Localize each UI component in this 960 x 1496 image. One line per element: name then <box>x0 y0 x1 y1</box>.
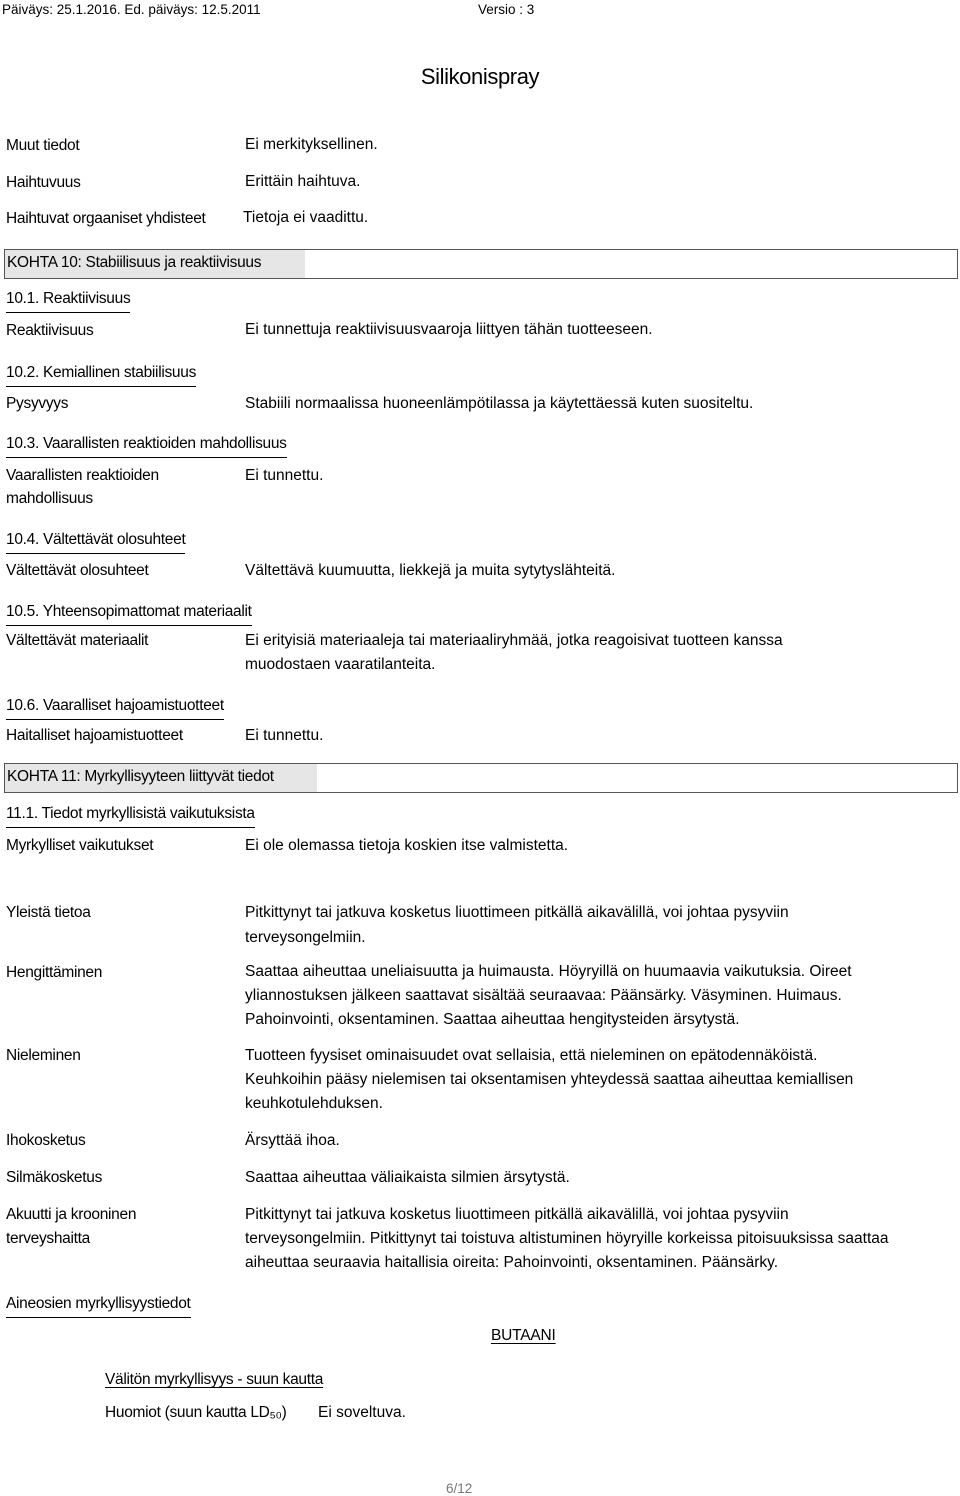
value-vaarallisten: Ei tunnettu. <box>245 467 324 484</box>
label-akuutti-1: Akuutti ja krooninen <box>6 1206 137 1223</box>
label-yleista: Yleistä tietoa <box>6 904 91 921</box>
value-nieleminen-1: Tuotteen fyysiset ominaisuudet ovat sellaisia, että nieleminen on epätodennäköistä. <box>245 1047 818 1064</box>
subheading-oral-toxicity: Välitön myrkyllisyys - suun kautta <box>105 1371 324 1388</box>
label-vaarallisten-1: Vaarallisten reaktioiden <box>6 467 159 484</box>
value-hengittaminen-2: yliannostuksen jälkeen saattavat sisältää seuraavaa: Päänsärky. Väsyminen. Huimaus. <box>245 987 842 1004</box>
value-ihokosketus: Ärsyttää ihoa. <box>245 1132 340 1149</box>
section-11-header <box>4 763 958 793</box>
label-vaarallisten-2: mahdollisuus <box>6 490 93 507</box>
value-nieleminen-2: Keuhkoihin pääsy nielemisen tai oksentamisen yhteydessä saattaa aiheuttaa kemiallisen <box>245 1071 854 1088</box>
prop-label-voc: Haihtuvat orgaaniset yhdisteet <box>6 210 206 227</box>
component-name: BUTAANI <box>491 1327 556 1344</box>
value-silmakosketus: Saattaa aiheuttaa väliaikaista silmien ärsytystä. <box>245 1169 570 1186</box>
prop-label-haihtuvuus: Haihtuvuus <box>6 174 81 191</box>
subheading-10-2: 10.2. Kemiallinen stabiilisuus <box>6 364 196 387</box>
subheading-10-5: 10.5. Yhteensopimattomat materiaalit <box>6 603 252 626</box>
value-hajoamistuotteet: Ei tunnettu. <box>245 727 324 744</box>
value-yleista-1: Pitkittynyt tai jatkuva kosketus liuottimeen pitkällä aikavälillä, voi johtaa pysyviin <box>245 904 789 921</box>
label-myrkylliset: Myrkylliset vaikutukset <box>6 837 154 854</box>
value-pysyvyys: Stabiili normaalissa huoneenlämpötilassa ja käytettäessä kuten suositeltu. <box>245 395 754 412</box>
label-pysyvyys: Pysyvyys <box>6 395 69 412</box>
value-vaeltettavat-olosuhteet: Vältettävä kuumuutta, liekkejä ja muita sytytyslähteitä. <box>245 562 616 579</box>
section-10-title: KOHTA 10: Stabiilisuus ja reaktiivisuus <box>5 250 305 278</box>
label-hajoamistuotteet: Haitalliset hajoamistuotteet <box>6 727 183 744</box>
label-ihokosketus: Ihokosketus <box>6 1132 86 1149</box>
value-yleista-2: terveysongelmiin. <box>245 929 366 946</box>
page-title: Silikonispray <box>420 64 540 89</box>
value-akuutti-3: aiheuttaa seuraavia haitallisia oireita: Pahoinvointi, oksentaminen. Päänsärky. <box>245 1254 779 1271</box>
prop-value-haihtuvuus: Erittäin haihtuva. <box>245 173 361 190</box>
label-akuutti-2: terveyshaitta <box>6 1230 90 1247</box>
value-vaeltettavat-materiaalit-2: muodostaen vaaratilanteita. <box>245 656 436 673</box>
label-vaeltettavat-olosuhteet: Vältettävät olosuhteet <box>6 562 149 579</box>
subheading-10-6: 10.6. Vaaralliset hajoamistuotteet <box>6 697 224 720</box>
label-oral-ld50: Huomiot (suun kautta LD₅₀) <box>105 1404 287 1421</box>
page-number: 6/12 <box>446 1481 473 1496</box>
value-hengittaminen-3: Pahoinvointi, oksentaminen. Saattaa aiheuttaa hengitysteiden ärsytystä. <box>245 1011 740 1028</box>
subheading-11-1: 11.1. Tiedot myrkyllisistä vaikutuksista <box>6 805 255 828</box>
prop-label-muut: Muut tiedot <box>6 137 80 154</box>
subheading-10-3: 10.3. Vaarallisten reaktioiden mahdollisuus <box>6 435 287 458</box>
value-oral-ld50: Ei soveltuva. <box>318 1404 406 1421</box>
section-11-title: KOHTA 11: Myrkyllisyyteen liittyvät tiedot <box>5 764 317 792</box>
section-10-header <box>4 249 958 279</box>
prop-value-muut: Ei merkityksellinen. <box>245 136 378 153</box>
header-dates: Päiväys: 25.1.2016. Ed. päiväys: 12.5.2011 <box>2 2 261 17</box>
subheading-10-1: 10.1. Reaktiivisuus <box>6 290 130 313</box>
value-reaktiivisuus: Ei tunnettuja reaktiivisuusvaaroja liittyen tähän tuotteeseen. <box>245 321 653 338</box>
header-version: Versio : 3 <box>478 2 535 17</box>
label-reaktiivisuus: Reaktiivisuus <box>6 322 94 339</box>
label-vaeltettavat-materiaalit: Vältettävät materiaalit <box>6 632 149 649</box>
value-hengittaminen-1: Saattaa aiheuttaa uneliaisuutta ja huimausta. Höyryillä on huumaavia vaikutuksia. Oireet <box>245 963 852 980</box>
value-akuutti-2: terveysongelmiin. Pitkittynyt tai toistuva altistuminen höyryille korkeissa pitoisuuksissa saattaa <box>245 1230 889 1247</box>
value-nieleminen-3: keuhkotulehduksen. <box>245 1095 383 1112</box>
value-vaeltettavat-materiaalit-1: Ei erityisiä materiaaleja tai materiaaliryhmää, jotka reagoisivat tuotteen kanssa <box>245 632 783 649</box>
label-nieleminen: Nieleminen <box>6 1047 81 1064</box>
value-akuutti-1: Pitkittynyt tai jatkuva kosketus liuottimeen pitkällä aikavälillä, voi johtaa pysyviin <box>245 1206 789 1223</box>
label-silmakosketus: Silmäkosketus <box>6 1169 103 1186</box>
prop-value-voc: Tietoja ei vaadittu. <box>243 209 369 226</box>
subheading-10-4: 10.4. Vältettävät olosuhteet <box>6 531 185 554</box>
subheading-aineosien: Aineosien myrkyllisyystiedot <box>6 1295 191 1318</box>
label-hengittaminen: Hengittäminen <box>6 964 103 981</box>
value-myrkylliset: Ei ole olemassa tietoja koskien itse valmistetta. <box>245 837 569 854</box>
